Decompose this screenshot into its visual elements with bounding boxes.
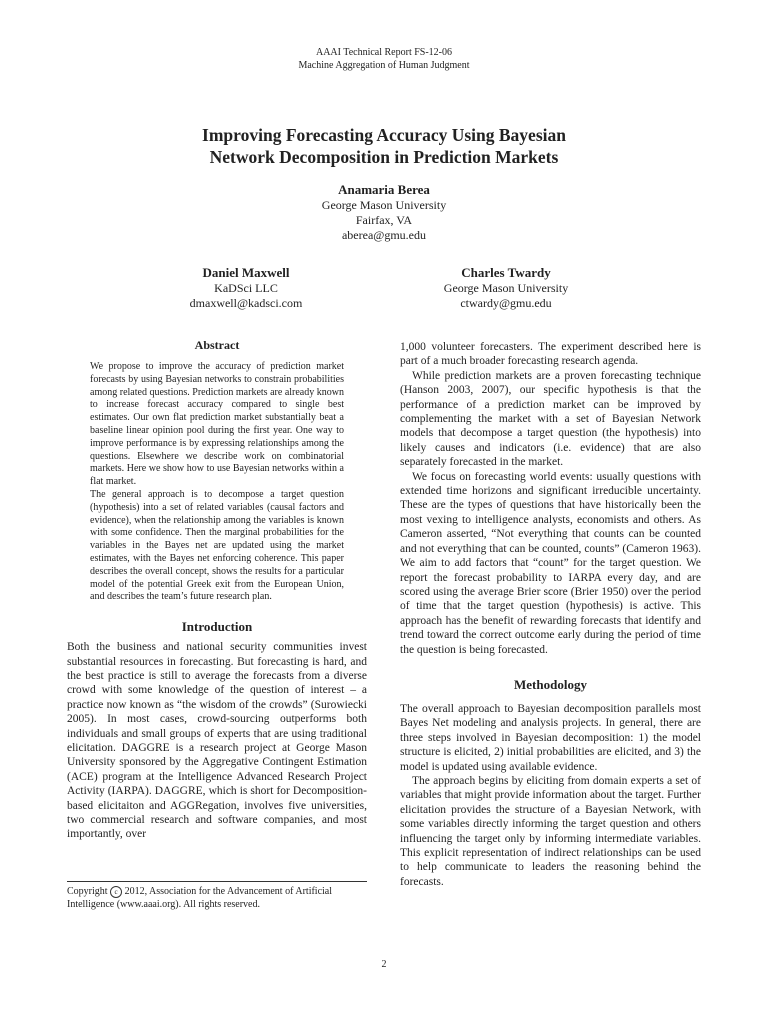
author-affiliation: George Mason University	[321, 198, 447, 212]
author-email: aberea@gmu.edu	[341, 228, 426, 242]
page-number: 2	[381, 959, 387, 970]
body-paragraph: Both the business and national security communities invest substantial resources in forecasting. But forecasting is hard, and the best practice is still to average the forecasts from a diverse crowd with some knowledge of the question of interest – a practice now known as “the wisdom of the crowds” (Surowiecki 2005). In most cases, crowd-sourcing outperforms both individuals and small groups of experts that are using traditional elicitation. DAGGRE is a research project at George Mason University sponsored by the Aggregative Contingent Estimation (ACE) program at the Intelligence Advanced Research Project Activity (IARPA). DAGGRE, which is short for Decomposition-based elicitaiton and AGGRegation, involves five universities, two commercial research and software companies, and most importantly, over	[67, 641, 367, 841]
copyright-icon: c	[110, 886, 122, 898]
author-block-maxwell	[96, 265, 396, 311]
copyright-footnote	[67, 881, 367, 911]
author-email: dmaxwell@kadsci.com	[189, 296, 303, 310]
author-block-twardy	[356, 265, 656, 311]
methodology-heading: Methodology	[514, 676, 587, 692]
right-column-body	[400, 340, 701, 657]
author-name: Daniel Maxwell	[202, 265, 290, 280]
abstract-body	[67, 361, 367, 604]
title-line-1: Improving Forecasting Accuracy Using Bayesian	[202, 125, 566, 145]
methodology-body	[400, 702, 701, 889]
author-name: Charles Twardy	[461, 265, 551, 280]
abstract-paragraph: We propose to improve the accuracy of prediction market forecasts by using Bayesian networks to constrain probabilities among related questions. Prediction markets are already known to increase forecast accuracy compared to single best estimates. Our own flat prediction market substantially beat a baseline linear opinion pool during the first year. One way to improve performance is by expressing relationships among the questions. Elsewhere we describe work on combinatorial markets. Here we show how to use Bayesian networks within a flat market.	[90, 361, 344, 488]
introduction-body	[67, 640, 367, 842]
left-column	[67, 338, 367, 842]
author-name: Anamaria Berea	[338, 182, 430, 197]
body-paragraph: We focus on forecasting world events: usually questions with extended time horizons and significant irreducible uncertainty. These are the types of questions that have historically been the most vexing to intelligence analysts, economists and others. As Cameron asserted, “Not everything that counts can be counted and not everything that can be counted, counts” (Cameron 1963). We aim to add factors that “count” for the target question. We report the forecast probability to IARPA every day, and are scored using the average Brier score (Brier 1950) over the period of time that the target question (hypothesis) is active. This approach has the benefit of rewarding forecasts that identify and trend toward the correct outcome early during the period of time the question is being forecasted.	[400, 470, 701, 656]
body-paragraph: While prediction markets are a proven forecasting technique (Hanson 2003, 2007), our specific hypothesis is that the performance of a prediction market can be improved by complementing the market with a set of Bayesian Network models that decompose a target question (the hypothesis) into likely causes and indicators (i.e. evidence) that are also separately forecasted in the market.	[400, 369, 701, 469]
author-block-berea	[234, 182, 534, 243]
title-line-2: Network Decomposition in Prediction Markets	[209, 147, 559, 167]
paper-title	[0, 124, 768, 168]
author-email: ctwardy@gmu.edu	[460, 296, 552, 310]
report-id: AAAI Technical Report FS-12-06	[315, 47, 453, 58]
symposium-name: Machine Aggregation of Human Judgment	[298, 60, 470, 71]
author-affiliation: KaDSci LLC	[214, 281, 278, 295]
author-affiliation: George Mason University	[443, 281, 569, 295]
body-paragraph: The approach begins by eliciting from domain experts a set of variables that might provide information about the target. Further elicitation provides the structure of a Bayesian Network, with some variables directly informing the target question and others influencing the target only by informing intermediate variables. This explicit representation of indirect relationships can be used to help communicate to leaders the reasoning behind the forecasts.	[400, 774, 701, 888]
author-location: Fairfax, VA	[355, 213, 413, 227]
body-paragraph: 1,000 volunteer forecasters. The experiment described here is part of a much broader forecasting research agenda.	[400, 341, 701, 368]
copyright-label: Copyright	[67, 886, 108, 897]
abstract-paragraph: The general approach is to decompose a target question (hypothesis) into a set of related variables (causal factors and evidence), when the relationship among the variables is known with some confidence. Then the marginal probabilities for the variables in the Bayes net are updated using the market estimates, with the Bayes net enforcing coherence. This paper describes the overall concept, shows the results for a particular model of the potential Greek exit from the European Union, and describes the team’s future research plan.	[90, 488, 344, 603]
copyright-text: 2012, Association for the Advancement of Artificial Intelligence (www.aaai.org). All rights reserved.	[67, 886, 333, 910]
report-header	[0, 46, 768, 72]
body-paragraph: The overall approach to Bayesian decomposition parallels most Bayes Net modeling and analysis projects. In general, there are three steps involved in Bayesian decomposition: 1) the model structure is elicited, 2) initial probabilities are elicited, and 3) the model is updated using available evidence.	[400, 702, 701, 773]
abstract-heading: Abstract	[194, 338, 240, 352]
right-column	[400, 340, 701, 889]
introduction-heading: Introduction	[181, 619, 253, 635]
